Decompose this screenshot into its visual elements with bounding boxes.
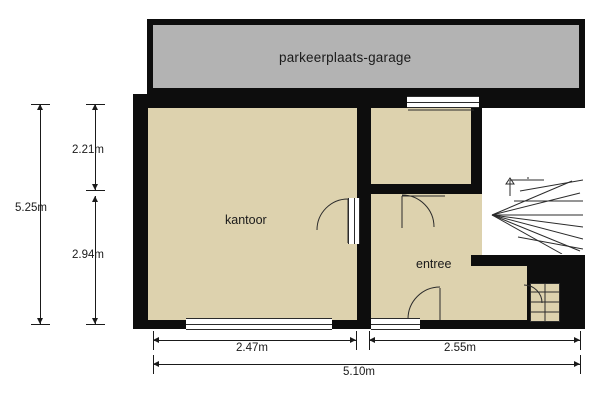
room-entree-area-right xyxy=(456,108,471,186)
dim-bottom-vertical-tick-bottom xyxy=(86,324,105,325)
dim-total-vertical-tick-top xyxy=(31,104,50,105)
door-meter-cupboard xyxy=(522,283,542,307)
garage-label: parkeerplaats-garage xyxy=(279,50,412,65)
dim-bottom-vertical-label: 2.94m xyxy=(72,249,104,261)
door-kantoor xyxy=(316,198,356,244)
room-entree-area-upper xyxy=(371,108,456,186)
dim-total-horizontal-tick-right xyxy=(580,355,581,374)
dim-right-horizontal-line xyxy=(369,340,580,341)
dim-total-horizontal-line xyxy=(153,364,580,365)
room-label-kantoor: kantoor xyxy=(225,213,267,227)
dim-left-horizontal-label: 2.47m xyxy=(236,342,268,354)
dim-top-vertical-tick-bottom xyxy=(86,190,105,191)
dim-right-horizontal-label: 2.55m xyxy=(444,342,476,354)
stairwell-area-upper xyxy=(482,108,585,178)
dim-right-horizontal-tick-right xyxy=(580,331,581,350)
dim-left-horizontal-tick-right xyxy=(356,331,357,350)
dim-total-horizontal-tick-left xyxy=(153,355,154,374)
interior-wall-horizontal xyxy=(371,184,471,194)
door-garage-swing xyxy=(408,96,480,112)
dim-total-vertical-line xyxy=(40,104,41,324)
stairwell-wall-left xyxy=(471,108,482,194)
dim-right-horizontal-tick-left xyxy=(369,331,370,350)
room-label-entree: entree xyxy=(416,257,452,271)
dim-total-horizontal-label: 5.10m xyxy=(343,366,375,378)
door-entree-interior-leaf xyxy=(400,194,448,230)
door-entree-front-leaf xyxy=(407,286,447,322)
stairs-direction-arrow xyxy=(508,176,548,200)
dim-left-horizontal-tick-left xyxy=(153,331,154,350)
dim-top-vertical-label: 2.21m xyxy=(72,144,104,156)
stairwell-wall-bottom xyxy=(471,255,549,266)
dim-bottom-vertical-arrow-top xyxy=(92,196,98,202)
dim-total-vertical-label: 5.25m xyxy=(15,202,47,214)
dim-left-horizontal-line xyxy=(153,340,356,341)
dim-total-vertical-tick-bottom xyxy=(31,324,50,325)
dim-top-vertical-tick-top xyxy=(86,104,105,105)
window-kantoor-bottom xyxy=(186,318,332,330)
